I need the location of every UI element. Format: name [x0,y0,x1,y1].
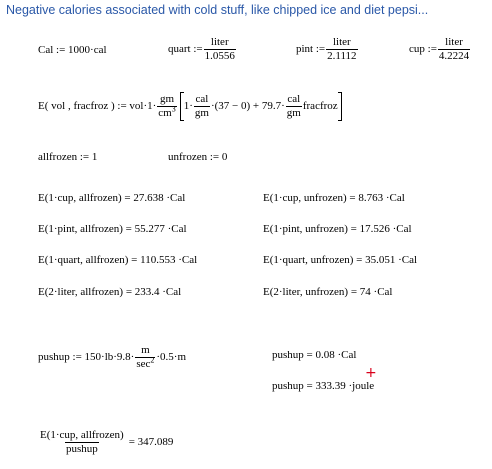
result-cup-unfrozen[interactable]: E(1·cup, unfrozen) = 8.763 ·Cal [263,192,405,204]
pushup-lhs: pushup := 150·lb·9.8· [38,351,135,363]
result-pint-allfrozen[interactable]: E(1·pint, allfrozen) = 55.277 ·Cal [38,223,187,235]
crosshair-cursor-icon: + [365,365,377,381]
result-2liter-unfrozen[interactable]: E(2·liter, unfrozen) = 74 ·Cal [263,286,393,298]
latent-heat-numerator: cal [287,93,301,105]
density-numerator: gm [159,93,175,105]
latent-heat-denominator: gm [286,107,301,119]
energy-mid: ·(37 − 0) + 79.7· [210,100,285,112]
cal-definition-text: Cal := 1000·cal [38,44,107,56]
pint-denominator: 2.1112 [327,50,357,62]
specific-heat-denominator: gm [194,107,209,119]
unfrozen-definition[interactable]: unfrozen := 0 [168,151,228,163]
density-fraction [157,94,176,119]
cup-definition[interactable] [409,37,471,62]
ratio-numerator: E(1·cup, allfrozen) [40,429,124,441]
pint-fraction [326,37,357,62]
pushup-rhs: ·0.5·m [156,351,187,363]
quart-denominator: 1.0556 [204,50,235,62]
pushup-definition[interactable] [38,345,186,370]
gravity-unit-denominator: $\sec^2$ [136,355,155,370]
latent-heat-fraction [286,94,302,119]
pushup-result-joule[interactable]: pushup = 333.39 ·joule [272,380,375,392]
cup-denominator: 4.2224 [438,50,470,62]
pint-numerator: liter [332,36,351,48]
pint-label: pint := [296,43,326,55]
ratio-value: = 347.089 [128,436,174,448]
quart-label: quart := [168,43,203,55]
energy-bracket [180,92,342,121]
specific-heat-fraction [194,94,210,119]
cup-numerator: liter [445,36,463,48]
density-denominator-text: cm [158,107,172,119]
quart-fraction [204,37,236,62]
pushup-result-cal[interactable]: pushup = 0.08 ·Cal [272,349,357,361]
energy-end: fracfroz [302,100,338,112]
gravity-unit-denominator-text: sec [136,358,151,370]
gravity-unit-fraction [135,345,155,370]
gravity-unit-numerator: m [141,344,150,356]
energy-function-definition[interactable] [38,92,344,121]
result-pint-unfrozen[interactable]: E(1·pint, unfrozen) = 17.526 ·Cal [263,223,412,235]
result-quart-unfrozen[interactable]: E(1·quart, unfrozen) = 35.051 ·Cal [263,254,418,266]
quart-numerator: liter [210,36,229,48]
page-title: Negative calories associated with cold stuff, like chipped ice and diet pepsi... [6,3,429,17]
cup-label: cup := [409,43,437,55]
specific-heat-numerator: cal [195,93,209,105]
allfrozen-definition[interactable]: allfrozen := 1 [38,151,98,163]
cup-pushup-ratio[interactable] [38,430,173,455]
quart-definition[interactable] [168,37,237,62]
cup-fraction [438,37,470,62]
energy-lhs: E( vol , fracfroz ) := vol·1· [38,100,157,112]
result-quart-allfrozen[interactable]: E(1·quart, allfrozen) = 110.553 ·Cal [38,254,198,266]
result-cup-allfrozen[interactable]: E(1·cup, allfrozen) = 27.638 ·Cal [38,192,186,204]
ratio-denominator: pushup [65,443,98,455]
result-2liter-allfrozen[interactable]: E(2·liter, allfrozen) = 233.4 ·Cal [38,286,182,298]
energy-inner-start: 1· [183,100,193,112]
ratio-fraction [39,430,125,455]
cal-definition[interactable] [38,44,107,57]
pint-definition[interactable] [296,37,359,62]
density-denominator: $cm^3$ [158,104,176,119]
